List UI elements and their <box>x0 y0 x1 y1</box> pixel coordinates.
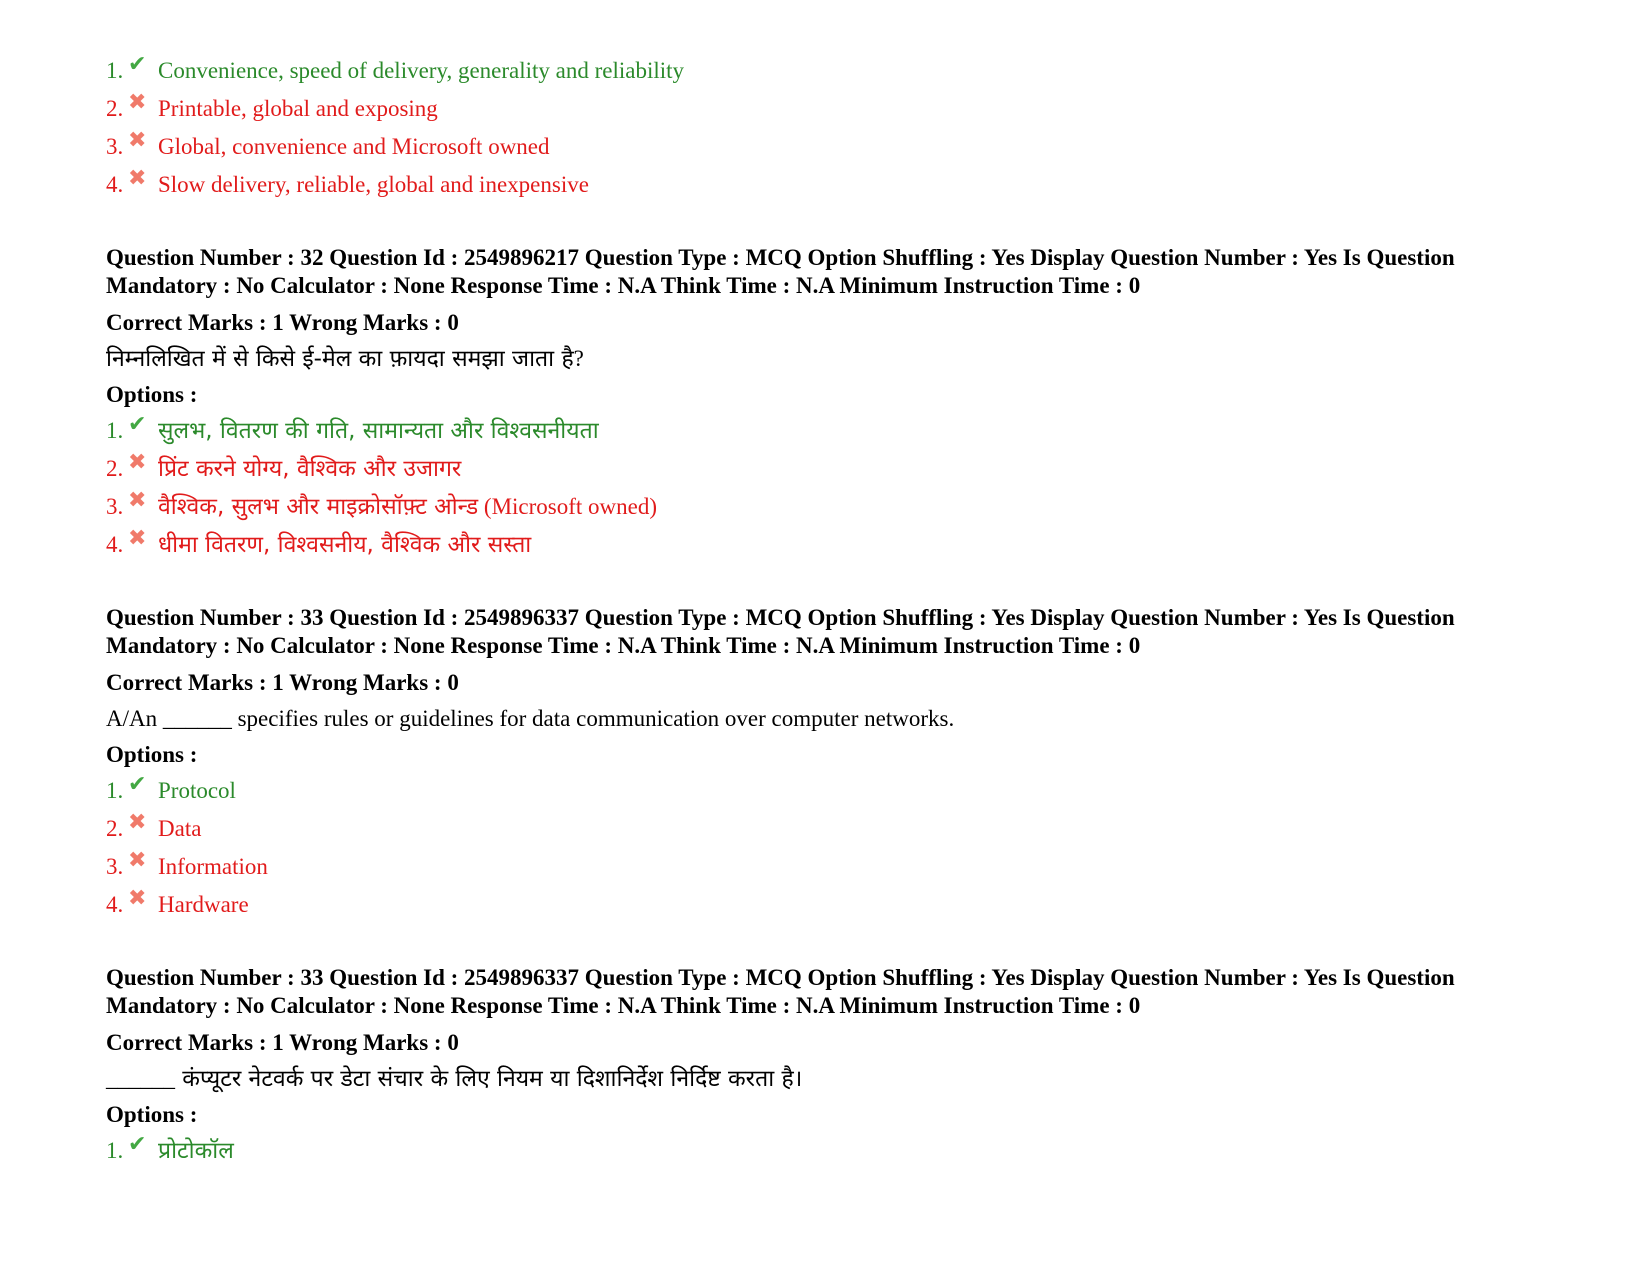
question-marks: Correct Marks : 1 Wrong Marks : 0 <box>106 1030 459 1055</box>
option-3 <box>106 127 1546 162</box>
option-text: प्रिंट करने योग्य, वैश्विक और उजागर <box>158 456 462 482</box>
question-text <box>106 342 1546 376</box>
question-text-suffix: ? <box>573 346 584 371</box>
question-32-block <box>106 244 1546 560</box>
question-blank: ______ <box>106 1066 175 1091</box>
option-text: प्रोटोकॉल <box>158 1138 234 1164</box>
check-icon: ✔ <box>128 1131 147 1156</box>
question-text-main: कंप्यूटर नेटवर्क पर डेटा संचार के लिए नियम या दिशानिर्देश निर्दिष्ट करता है। <box>175 1066 803 1092</box>
option-2 <box>106 89 1546 124</box>
option-number: 2. <box>106 96 124 121</box>
option-number: 1. <box>106 418 124 443</box>
document-page <box>106 51 1546 1174</box>
question-metadata: Question Number : 32 Question Id : 2549896217 Question Type : MCQ Option Shuffling : Yes Display Question Number : Yes Is Question Mandatory : No Calculator : None Response Time : N.A Think Time : N.A Minimum Instruction Time : 0 <box>106 245 1455 298</box>
question-marks: Correct Marks : 1 Wrong Marks : 0 <box>106 310 459 335</box>
option-text: Protocol <box>158 778 236 803</box>
options-label: Options : <box>106 382 198 407</box>
option-number: 1. <box>106 778 124 803</box>
option-1 <box>106 51 1546 86</box>
option-4 <box>106 165 1546 200</box>
option-text: Printable, global and exposing <box>158 96 438 121</box>
option-text: Hardware <box>158 892 249 917</box>
option-2 <box>106 449 1546 484</box>
cross-icon: ✖ <box>128 449 147 474</box>
cross-icon: ✖ <box>128 525 147 550</box>
option-text <box>158 492 657 522</box>
option-number: 3. <box>106 854 124 879</box>
option-number: 1. <box>106 58 124 83</box>
question-text: A/An ______ specifies rules or guidelines for data communication over computer networks. <box>106 706 955 731</box>
check-icon: ✔ <box>128 51 147 76</box>
cross-icon: ✖ <box>128 847 147 872</box>
option-1 <box>106 411 1546 446</box>
question-marks: Correct Marks : 1 Wrong Marks : 0 <box>106 670 459 695</box>
previous-question-options <box>106 51 1546 200</box>
option-number: 2. <box>106 816 124 841</box>
option-number: 1. <box>106 1138 124 1163</box>
option-2 <box>106 809 1546 844</box>
option-text: धीमा वितरण, विश्वसनीय, वैश्विक और सस्ता <box>158 532 532 558</box>
option-number: 2. <box>106 456 124 481</box>
option-number: 4. <box>106 172 124 197</box>
cross-icon: ✖ <box>128 885 147 910</box>
option-text: सुलभ, वितरण की गति, सामान्यता और विश्वसनीयता <box>158 418 599 444</box>
check-icon: ✔ <box>128 411 147 436</box>
option-text-main: वैश्विक, सुलभ और माइक्रोसॉफ़्ट ओन्ड <box>158 494 479 520</box>
option-text-suffix: (Microsoft owned) <box>478 494 658 519</box>
option-3 <box>106 847 1546 882</box>
question-33-english-block <box>106 604 1546 920</box>
option-number: 3. <box>106 134 124 159</box>
option-1 <box>106 1131 1546 1166</box>
question-metadata: Question Number : 33 Question Id : 2549896337 Question Type : MCQ Option Shuffling : Yes Display Question Number : Yes Is Question Mandatory : No Calculator : None Response Time : N.A Think Time : N.A Minimum Instruction Time : 0 <box>106 965 1455 1018</box>
question-33-hindi-block <box>106 964 1546 1166</box>
option-3 <box>106 487 1546 522</box>
cross-icon: ✖ <box>128 165 147 190</box>
cross-icon: ✖ <box>128 809 147 834</box>
options-label: Options : <box>106 742 198 767</box>
check-icon: ✔ <box>128 771 147 796</box>
option-4 <box>106 525 1546 560</box>
option-1 <box>106 771 1546 806</box>
option-number: 4. <box>106 532 124 557</box>
cross-icon: ✖ <box>128 487 147 512</box>
question-metadata: Question Number : 33 Question Id : 2549896337 Question Type : MCQ Option Shuffling : Yes Display Question Number : Yes Is Question Mandatory : No Calculator : None Response Time : N.A Think Time : N.A Minimum Instruction Time : 0 <box>106 605 1455 658</box>
option-text: Data <box>158 816 202 841</box>
option-number: 4. <box>106 892 124 917</box>
option-number: 3. <box>106 494 124 519</box>
question-text-main: निम्नलिखित में से किसे ई-मेल का फ़ायदा समझा जाता है <box>106 346 574 372</box>
cross-icon: ✖ <box>128 89 147 114</box>
cross-icon: ✖ <box>128 127 147 152</box>
option-text: Slow delivery, reliable, global and inexpensive <box>158 172 589 197</box>
option-text: Information <box>158 854 268 879</box>
question-text <box>106 1062 1546 1096</box>
option-text: Convenience, speed of delivery, generality and reliability <box>158 58 685 83</box>
option-4 <box>106 885 1546 920</box>
options-label: Options : <box>106 1102 198 1127</box>
option-text: Global, convenience and Microsoft owned <box>158 134 550 159</box>
